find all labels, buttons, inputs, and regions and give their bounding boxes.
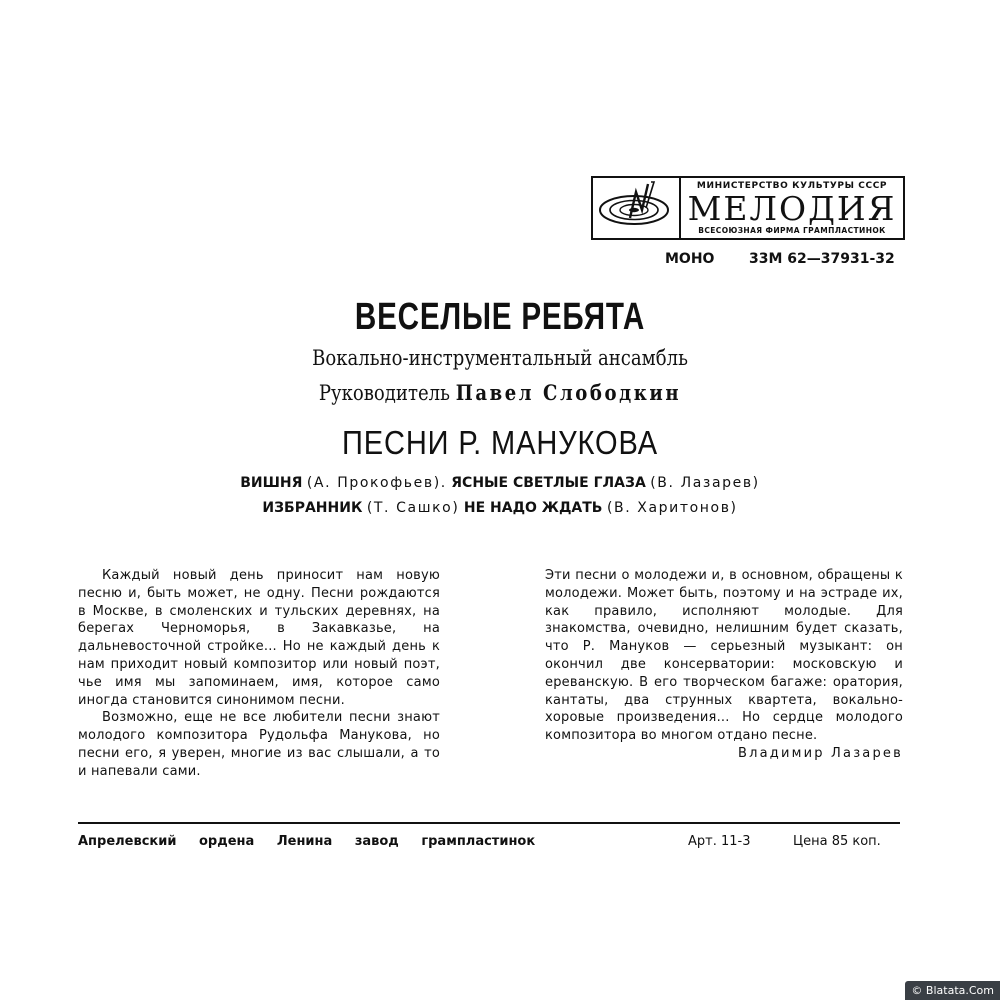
leader-name: Павел Слободкин — [455, 380, 682, 405]
price: Цена 85 коп. — [793, 834, 881, 849]
notes-paragraph: Каждый новый день приносит нам новую песню и, быть может, не одну. Песни рождаются в Москве, в смоленских и тульских деревнях, на берегах Черноморья, в Закавказье, на дальневосточной стройке... Но не каждый день к нам приходит новый композитор или новый поэт, чье имя мы запоминаем, имя, которое само иногда становится синонимом песни. — [78, 568, 440, 708]
notes-author: Владимир Лазарев — [737, 745, 903, 761]
notes-paragraph: Возможно, еще не все любители песни знают молодого композитора Рудольфа Манукова, но песни его, я уверен, многие из вас слышали, а то и напевали сами. — [78, 710, 440, 779]
ensemble-subtitle: Вокально-инструментальный ансамбль — [312, 346, 688, 370]
logo-brand: МЕЛОДИЯ — [687, 188, 897, 228]
article-number: Арт. 11-3 — [688, 834, 751, 849]
track-author: (В. Лазарев) — [650, 475, 760, 491]
leader-line — [156, 380, 844, 405]
track-title: ИЗБРАННИК — [262, 500, 363, 516]
liner-notes-left — [78, 567, 440, 781]
leader-prefix: Руководитель — [318, 381, 450, 405]
plant-name: Апрелевский ордена Ленина завод грампластинок — [78, 834, 536, 849]
site-watermark: © Blatata.Com — [905, 981, 1000, 1000]
track-line — [100, 475, 900, 491]
track-author: (В. Харитонов) — [606, 500, 738, 516]
track-title: НЕ НАДО ЖДАТЬ — [463, 500, 603, 516]
notes-paragraph: Эти песни о молодежи и, в основном, обращены к молодежи. Может быть, поэтому и на эстраде их, как правило, исполняют молодые. Для знакомства, очевидно, нелишним будет сказать, что Р. Мануков — серьезный музыкант: он окончил две консерватории: московскую и ереванскую. В его творческом багаже: оратория, кантаты, два струнных квартета, вокально-хоровые произведения... Но сердце молодого композитора во многом отдано песне. — [545, 568, 903, 744]
logo-firm: ВСЕСОЮЗНАЯ ФИРМА ГРАМПЛАСТИНОК — [698, 225, 886, 235]
footer-divider — [78, 822, 900, 824]
track-author: (Т. Сашко) — [366, 500, 460, 516]
liner-notes-right — [545, 567, 903, 763]
format-label: МОНО — [665, 251, 715, 267]
record-emblem-icon — [593, 178, 681, 238]
songs-title: ПЕСНИ Р. МАНУКОВА — [341, 424, 659, 461]
track-title: ЯСНЫЕ СВЕТЛЫЕ ГЛАЗА — [451, 475, 646, 491]
catalog-number: 33М 62—37931-32 — [749, 251, 895, 267]
melodiya-logo — [591, 176, 905, 240]
logo-ministry: МИНИСТЕРСТВО КУЛЬТУРЫ СССР — [696, 180, 888, 191]
track-line — [100, 500, 900, 516]
track-author: (А. Прокофьев). — [306, 475, 447, 491]
band-title: ВЕСЕЛЫЕ РЕБЯТА — [354, 296, 646, 338]
track-title: ВИШНЯ — [240, 475, 303, 491]
